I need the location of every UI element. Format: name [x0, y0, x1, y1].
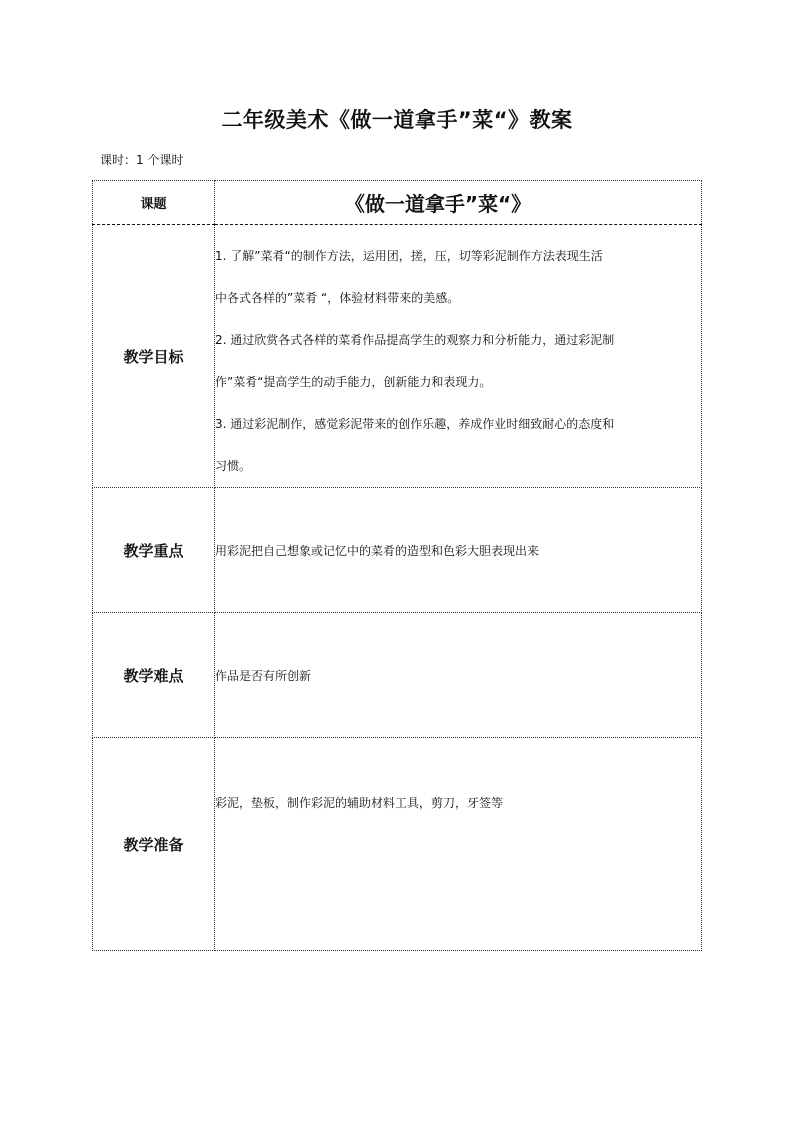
key-points-value: 用彩泥把自己想象或记忆中的菜肴的造型和色彩大胆表现出来	[215, 488, 702, 613]
table-row-difficulty	[93, 613, 702, 738]
goals-line: 作”菜肴“提高学生的动手能力，创新能力和表现力。	[215, 375, 492, 389]
goals-line: 中各式各样的”菜肴 “，体验材料带来的美感。	[215, 291, 460, 305]
table-row-topic	[93, 181, 702, 225]
goals-line: 3. 通过彩泥制作，感觉彩泥带来的创作乐趣，养成作业时细致耐心的态度和	[215, 417, 615, 431]
difficulty-label: 教学难点	[93, 613, 215, 738]
goals-line: 习惯。	[215, 459, 252, 473]
table-row-preparation	[93, 738, 702, 951]
goals-line: 1. 了解”菜肴“的制作方法，运用团，搓，压，切等彩泥制作方法表现生活	[215, 249, 603, 263]
table-row-key-points	[93, 488, 702, 613]
preparation-value: 彩泥，垫板，制作彩泥的辅助材料工具，剪刀，牙签等	[215, 738, 702, 951]
class-hours: 课时：1 个课时	[100, 153, 184, 167]
difficulty-value: 作品是否有所创新	[215, 613, 702, 738]
table-row-goals	[93, 225, 702, 488]
lesson-plan-table	[92, 180, 702, 951]
goals-content	[215, 225, 702, 488]
key-points-label: 教学重点	[93, 488, 215, 613]
topic-value: 《做一道拿手”菜“》	[215, 181, 702, 225]
topic-label: 课题	[93, 181, 215, 225]
document-title: 二年级美术《做一道拿手”菜“》教案	[221, 108, 573, 132]
goals-line: 2. 通过欣赏各式各样的菜肴作品提高学生的观察力和分析能力，通过彩泥制	[215, 333, 615, 347]
goals-label: 教学目标	[93, 225, 215, 488]
preparation-label: 教学准备	[93, 738, 215, 951]
